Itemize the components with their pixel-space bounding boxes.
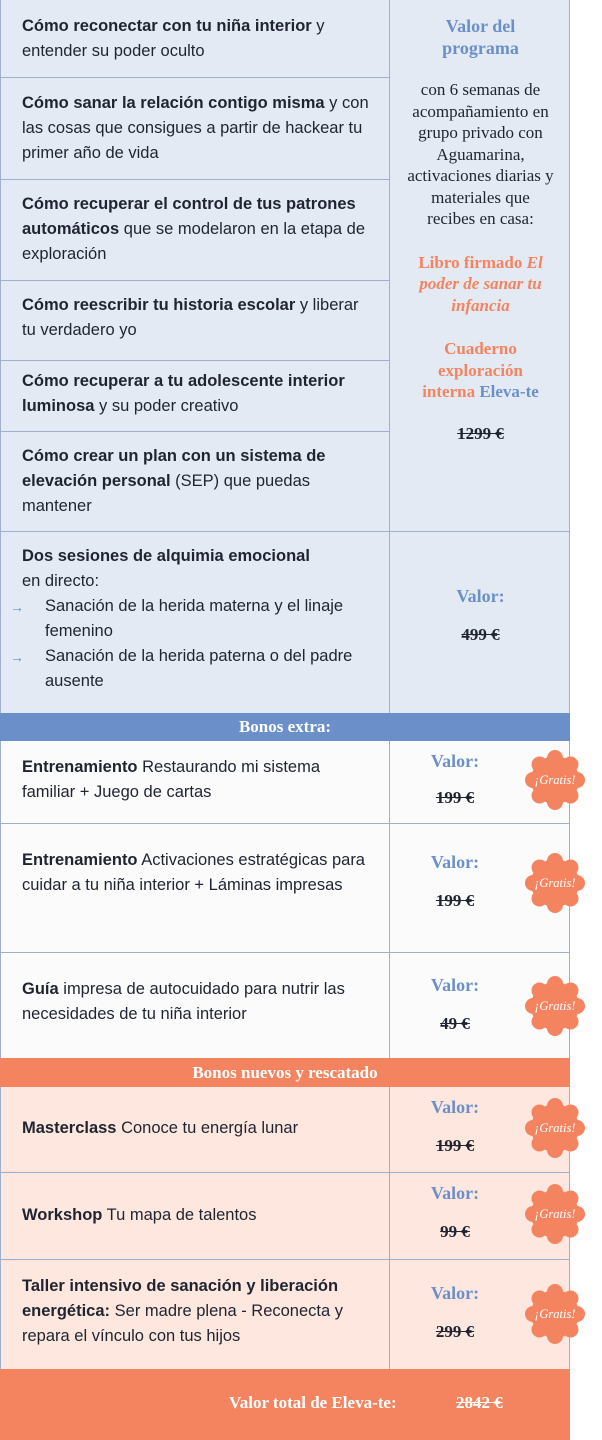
bonus-title: Taller intensivo de sanación y liberación energética:: [22, 1277, 339, 1320]
module-desc: y entender su poder oculto: [22, 17, 325, 60]
program-notebook: Cuaderno exploración interna Eleva-te: [422, 339, 539, 401]
sessions-subtitle: en directo:: [22, 572, 100, 590]
bonus-desc: Tu mapa de talentos: [102, 1206, 257, 1224]
sessions-price: 499 €: [461, 625, 500, 644]
program-book: Libro firmado El poder de sanar tu infancia: [418, 252, 543, 315]
bonus-text: [22, 1274, 372, 1349]
module-title: Cómo crear un plan con un sistema de elevación personal: [22, 447, 326, 490]
bonus-desc: Ser madre plena - Reconecta y repara el vínculo con tus hijos: [22, 1302, 343, 1345]
value-label: Valor:: [430, 1097, 480, 1117]
book-title: El poder de sanar tu infancia: [419, 252, 543, 315]
program-price: 1299 €: [457, 423, 504, 443]
bonus-extra-row: [0, 741, 576, 824]
notebook-brand: Eleva-te: [479, 382, 539, 401]
module-title: Cómo reconectar con tu niña interior: [22, 17, 312, 35]
bonus-value-cell: [390, 1097, 520, 1156]
bonus-value-cell: [390, 852, 520, 911]
sessions-value-cell: [390, 586, 571, 645]
bonus-price: 99 €: [440, 1222, 470, 1241]
program-value-cell: [390, 16, 571, 444]
sessions-section: [0, 532, 570, 713]
module-desc: (SEP) que puedas mantener: [22, 472, 310, 515]
gratis-badge: ¡Gratis!: [524, 975, 586, 1037]
bonus-extra-row: [0, 824, 576, 953]
bonus-new-row: [0, 1173, 576, 1260]
bonus-price: 199 €: [435, 1136, 475, 1155]
bonus-text: [22, 1203, 372, 1228]
value-label: Valor:: [430, 975, 480, 995]
program-value-title: Valor del programa: [442, 16, 519, 58]
program-value-desc: con 6 semanas de acompañamiento en grupo privado con Aguamarina, activaciones diarias y materiales que recibes en casa:: [407, 80, 554, 228]
bonus-desc: Activaciones estratégicas para cuidar a tu niña interior + Láminas impresas: [22, 851, 365, 894]
bonus-desc: Restaurando mi sistema familiar + Juego de cartas: [22, 758, 321, 801]
value-label: Valor:: [430, 852, 480, 872]
bonus-value-cell: [390, 751, 520, 808]
bonus-text: [22, 977, 372, 1027]
total-band: [0, 1369, 570, 1440]
bonus-title: Masterclass: [22, 1119, 117, 1137]
arrow-right-icon: →: [10, 649, 24, 665]
module-desc: y con las cosas que consigues a partir de hackear tu primer año de vida: [22, 94, 369, 162]
bonus-title: Entrenamiento: [22, 851, 138, 869]
value-label: Valor:: [456, 586, 505, 606]
bonus-extra-row: [0, 953, 576, 1058]
bonus-value-cell: [390, 975, 520, 1034]
bonus-title: Guía: [22, 980, 59, 998]
module-row: [1, 360, 389, 432]
bonus-text: [22, 1116, 372, 1141]
module-row: [1, 0, 389, 78]
gratis-badge: ¡Gratis!: [524, 1183, 586, 1245]
bonus-new-row: [0, 1260, 576, 1369]
sessions-text: [10, 544, 372, 694]
bonus-text: [22, 848, 372, 898]
total-label: Valor total de Eleva-te:: [229, 1393, 397, 1412]
module-title: Cómo reescribir tu historia escolar: [22, 296, 296, 314]
bonus-desc: Conoce tu energía lunar: [116, 1119, 299, 1137]
sessions-item: → Sanación de la herida materna y el linaje femenino: [10, 597, 344, 640]
bonus-price: 199 €: [435, 891, 475, 910]
program-section: [0, 0, 570, 532]
value-label: Valor:: [430, 1183, 480, 1203]
bonus-title: Workshop: [22, 1206, 103, 1224]
module-desc: y liberar tu verdadero yo: [22, 296, 359, 339]
module-row: [1, 431, 389, 532]
bonus-text: [22, 755, 372, 805]
bonus-price: 199 €: [435, 788, 475, 807]
module-title: Cómo recuperar el control de tus patrones automáticos: [22, 195, 356, 238]
bonus-new-row: [0, 1087, 576, 1173]
bonus-title: Entrenamiento: [22, 758, 138, 776]
module-row: [1, 280, 389, 361]
bonus-extra-header: Bonos extra:: [0, 713, 570, 741]
bonus-price: 299 €: [435, 1322, 475, 1341]
gratis-badge: ¡Gratis!: [524, 749, 586, 811]
module-row: [1, 77, 389, 180]
gratis-badge: ¡Gratis!: [524, 1097, 586, 1159]
bonus-new-header: Bonos nuevos y rescatado: [0, 1058, 570, 1087]
gratis-badge: ¡Gratis!: [524, 1283, 586, 1345]
module-desc: que se modelaron en la etapa de exploración: [22, 220, 366, 263]
module-row: [1, 179, 389, 281]
total-price: 2842 €: [456, 1393, 503, 1412]
gratis-badge: ¡Gratis!: [524, 852, 586, 914]
module-title: Cómo sanar la relación contigo misma: [22, 94, 325, 112]
sessions-title: Dos sesiones de alquimia emocional: [22, 547, 310, 565]
module-desc: y su poder creativo: [94, 397, 239, 415]
bonus-desc: impresa de autocuidado para nutrir las necesidades de tu niña interior: [22, 980, 345, 1023]
sessions-item: → Sanación de la herida paterna o del padre ausente: [10, 647, 353, 690]
bonus-value-cell: [390, 1283, 520, 1342]
value-label: Valor:: [430, 751, 480, 771]
module-title: Cómo recuperar a tu adolescente interior luminosa: [22, 372, 345, 415]
value-label: Valor:: [430, 1283, 480, 1303]
bonus-price: 49 €: [440, 1014, 470, 1033]
arrow-right-icon: →: [10, 599, 24, 615]
bonus-value-cell: [390, 1183, 520, 1242]
